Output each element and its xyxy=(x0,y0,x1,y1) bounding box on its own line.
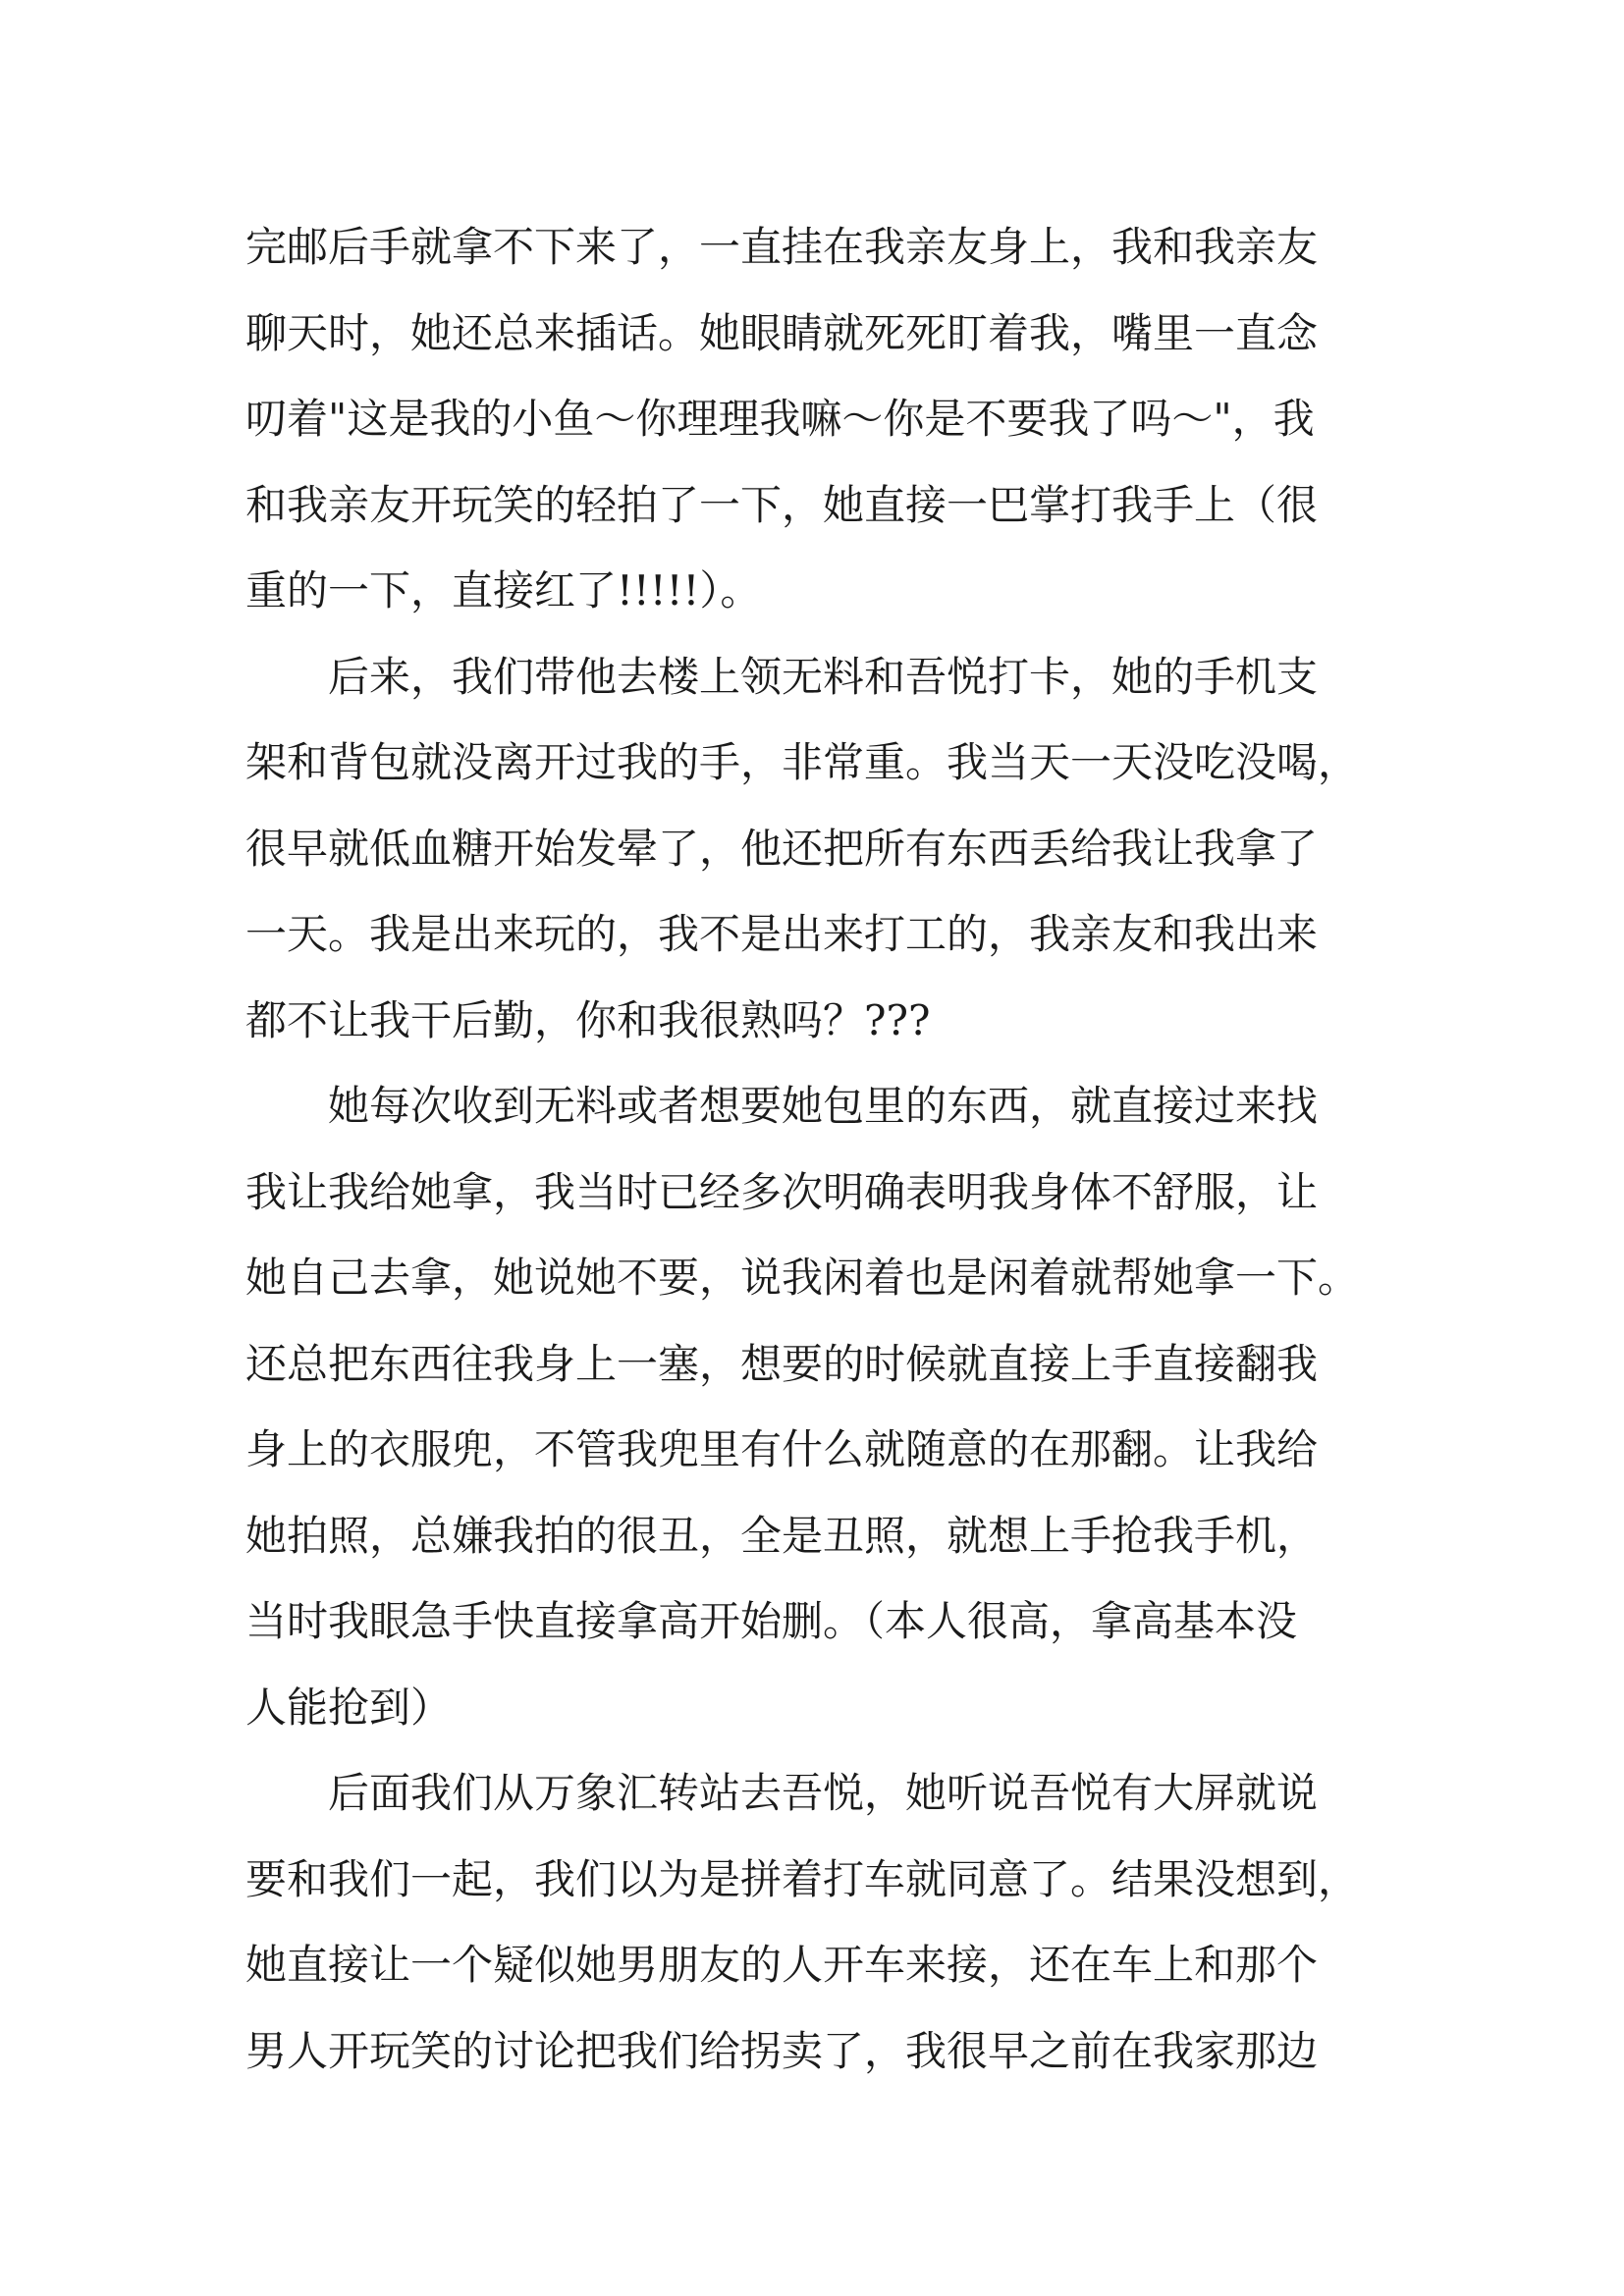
text-line: 很早就低血糖开始发晕了，他还把所有东西丢给我让我拿了 xyxy=(245,824,1319,873)
text-line: 都不让我干后勤，你和我很熟吗？??? xyxy=(245,995,931,1044)
text-line: 叨着"这是我的小鱼～你理理我嘛～你是不要我了吗～"，我 xyxy=(245,395,1315,443)
text-line: 人能抢到） xyxy=(245,1682,453,1732)
text-line: 要和我们一起，我们以为是拼着打车就同意了。结果没想到， xyxy=(245,1854,1360,1903)
text-line: 聊天时，她还总来插话。她眼睛就死死盯着我，嘴里一直念 xyxy=(245,308,1319,357)
text-line: 后面我们从万象汇转站去吾悦，她听说吾悦有大屏就说 xyxy=(245,1769,1319,1817)
text-line: 她每次收到无料或者想要她包里的东西，就直接过来找 xyxy=(245,1082,1319,1130)
text-line: 重的一下，直接红了!!!!!）。 xyxy=(245,566,762,614)
text-line: 还总把东西往我身上一塞，想要的时候就直接上手直接翻我 xyxy=(245,1339,1319,1388)
text-line: 男人开玩笑的讨论把我们给拐卖了，我很早之前在我家那边 xyxy=(245,2026,1319,2075)
text-line: 当时我眼急手快直接拿高开始删。（本人很高，拿高基本没 xyxy=(245,1597,1298,1645)
text-line: 架和背包就没离开过我的手，非常重。我当天一天没吃没喝， xyxy=(245,738,1360,786)
text-line: 一天。我是出来玩的，我不是出来打工的，我亲友和我出来 xyxy=(245,910,1319,958)
text-line: 她拍照，总嫌我拍的很丑，全是丑照，就想上手抢我手机， xyxy=(245,1511,1319,1560)
text-line: 她自己去拿，她说她不要，说我闲着也是闲着就帮她拿一下。 xyxy=(245,1254,1360,1302)
text-line: 后来，我们带他去楼上领无料和吾悦打卡，她的手机支 xyxy=(245,652,1319,701)
text-line: 和我亲友开玩笑的轻拍了一下，她直接一巴掌打我手上（很 xyxy=(245,480,1319,529)
text-line: 完邮后手就拿不下来了，一直挂在我亲友身上，我和我亲友 xyxy=(245,223,1319,271)
text-line: 身上的衣服兜，不管我兜里有什么就随意的在那翻。让我给 xyxy=(245,1425,1319,1473)
text-line: 她直接让一个疑似她男朋友的人开车来接，还在车上和那个 xyxy=(245,1941,1319,1989)
body-text xyxy=(245,204,1384,2094)
text-line: 我让我给她拿，我当时已经多次明确表明我身体不舒服，让 xyxy=(245,1167,1319,1216)
